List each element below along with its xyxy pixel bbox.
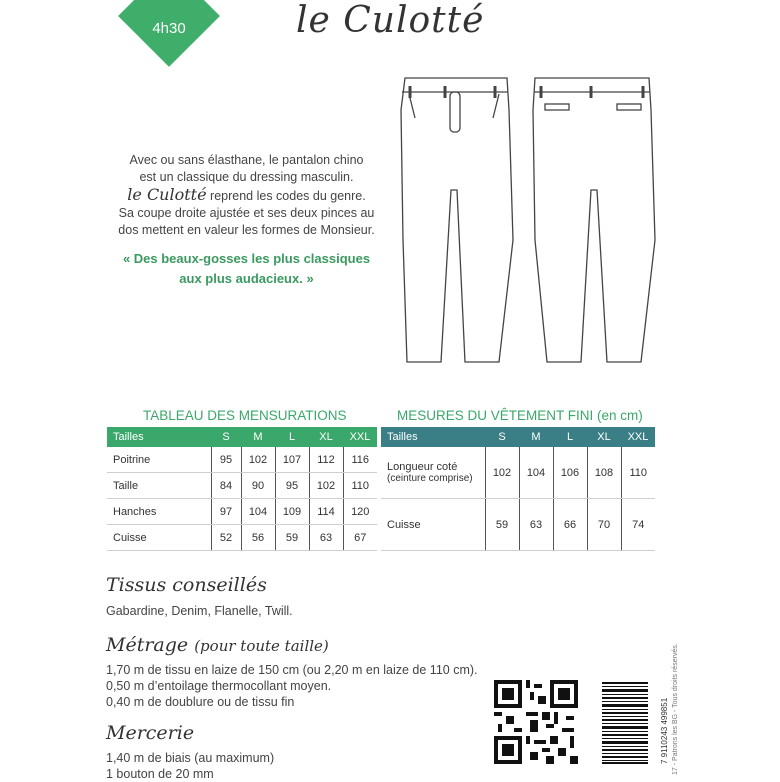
table-cell: 110 bbox=[621, 447, 655, 499]
mercerie-line: 1,40 m de biais (au maximum) bbox=[106, 751, 275, 765]
table-cell: 109 bbox=[275, 499, 309, 525]
row-sublabel: (ceinture comprise) bbox=[387, 473, 473, 484]
quote bbox=[104, 249, 389, 289]
table-row bbox=[381, 447, 655, 499]
row-label: Longueur coté bbox=[387, 461, 458, 473]
table1-header: S bbox=[211, 427, 241, 447]
table-cell: 56 bbox=[241, 525, 275, 551]
table-cell: 63 bbox=[309, 525, 343, 551]
metrage-line: 0,40 m de doublure ou de tissu fin bbox=[106, 695, 295, 709]
table-cell: Cuisse bbox=[381, 499, 485, 551]
table-cell: 110 bbox=[343, 473, 377, 499]
table-row bbox=[107, 499, 377, 525]
metrage-line: 0,50 m d’entoilage thermocollant moyen. bbox=[106, 679, 332, 693]
table-cell: 106 bbox=[553, 447, 587, 499]
barcode-icon bbox=[602, 682, 660, 764]
table-cell: Hanches bbox=[107, 499, 211, 525]
metrage-line: 1,70 m de tissu en laize de 150 cm (ou 2,20 m en laize de 110 cm). bbox=[106, 663, 478, 677]
table-cell: 70 bbox=[587, 499, 621, 551]
table-cell: 66 bbox=[553, 499, 587, 551]
barcode-number: 7 9110243 499851 bbox=[660, 697, 669, 764]
table-row bbox=[107, 473, 377, 499]
table-cell: 84 bbox=[211, 473, 241, 499]
desc-line: dos mettent en valeur les formes de Monsieur. bbox=[118, 223, 375, 237]
desc-text: reprend les codes du genre. bbox=[210, 189, 366, 203]
table2-header: L bbox=[553, 427, 587, 447]
mercerie-line: 1 bouton de 20 mm bbox=[106, 767, 214, 781]
table-cell: Taille bbox=[107, 473, 211, 499]
table1-header: Tailles bbox=[107, 427, 211, 447]
table1-header-row bbox=[107, 427, 377, 447]
metrage-title: Métrage bbox=[106, 634, 189, 656]
table-cell: 104 bbox=[519, 447, 553, 499]
mercerie-text bbox=[106, 750, 274, 782]
table-cell: 59 bbox=[485, 499, 519, 551]
time-badge: 4h30 bbox=[152, 20, 186, 37]
table1-header: XL bbox=[309, 427, 343, 447]
table-cell: 52 bbox=[211, 525, 241, 551]
table-cell: 107 bbox=[275, 447, 309, 473]
table-cell: 112 bbox=[309, 447, 343, 473]
table2-header: Tailles bbox=[381, 427, 485, 447]
table-cell: 59 bbox=[275, 525, 309, 551]
table-cell: 108 bbox=[587, 447, 621, 499]
tissus-heading: Tissus conseillés bbox=[106, 574, 267, 596]
table1-header: XXL bbox=[343, 427, 377, 447]
table2-header: M bbox=[519, 427, 553, 447]
table2-header: S bbox=[485, 427, 519, 447]
quote-line: « Des beaux-gosses les plus classiques bbox=[122, 251, 371, 266]
table-row bbox=[107, 447, 377, 473]
table-cell: 104 bbox=[241, 499, 275, 525]
trousers-front-drawing bbox=[401, 78, 513, 362]
tissus-text: Gabardine, Denim, Flanelle, Twill. bbox=[106, 604, 293, 618]
metrage-text bbox=[106, 662, 478, 710]
table-cell: 90 bbox=[241, 473, 275, 499]
table-cell: 63 bbox=[519, 499, 553, 551]
table-cell: 114 bbox=[309, 499, 343, 525]
desc-line: Avec ou sans élasthane, le pantalon chino bbox=[129, 153, 364, 167]
table-cell: Cuisse bbox=[107, 525, 211, 551]
finished-garment-table bbox=[381, 427, 655, 551]
table1-header: L bbox=[275, 427, 309, 447]
table-cell: 95 bbox=[275, 473, 309, 499]
table-cell: 97 bbox=[211, 499, 241, 525]
table1-header: M bbox=[241, 427, 275, 447]
mercerie-heading: Mercerie bbox=[106, 722, 195, 744]
table-row bbox=[107, 525, 377, 551]
metrage-heading bbox=[106, 634, 329, 656]
table-cell: Poitrine bbox=[107, 447, 211, 473]
trousers-back-drawing bbox=[533, 78, 655, 362]
table-cell: 120 bbox=[343, 499, 377, 525]
quote-line: aux plus audacieux. » bbox=[179, 271, 314, 286]
table2-title: MESURES DU VÊTEMENT FINI (en cm) bbox=[397, 408, 643, 423]
measurements-table bbox=[107, 427, 377, 551]
copyright-text: 17 - Patrons les BG - Tous droits réservés. bbox=[672, 643, 679, 775]
metrage-note: (pour toute taille) bbox=[194, 637, 329, 655]
desc-line bbox=[104, 186, 389, 205]
table2-header-row bbox=[381, 427, 655, 447]
desc-line: Sa coupe droite ajustée et ses deux pinces au bbox=[118, 206, 375, 220]
trousers-technical-drawing bbox=[395, 70, 665, 370]
table-cell: 74 bbox=[621, 499, 655, 551]
brand-name: le Culotté bbox=[127, 185, 207, 204]
table-cell: 95 bbox=[211, 447, 241, 473]
table-cell: 102 bbox=[309, 473, 343, 499]
table-row bbox=[381, 499, 655, 551]
table-cell: 102 bbox=[485, 447, 519, 499]
table-cell bbox=[381, 447, 485, 499]
table-cell: 116 bbox=[343, 447, 377, 473]
table2-header: XL bbox=[587, 427, 621, 447]
page-title: le Culotté bbox=[296, 0, 485, 41]
table-cell: 102 bbox=[241, 447, 275, 473]
table1-title: TABLEAU DES MENSURATIONS bbox=[143, 408, 347, 423]
qr-code-icon bbox=[494, 680, 578, 764]
table2-header: XXL bbox=[621, 427, 655, 447]
description bbox=[104, 152, 389, 239]
desc-line: est un classique du dressing masculin. bbox=[139, 170, 354, 184]
table-cell: 67 bbox=[343, 525, 377, 551]
